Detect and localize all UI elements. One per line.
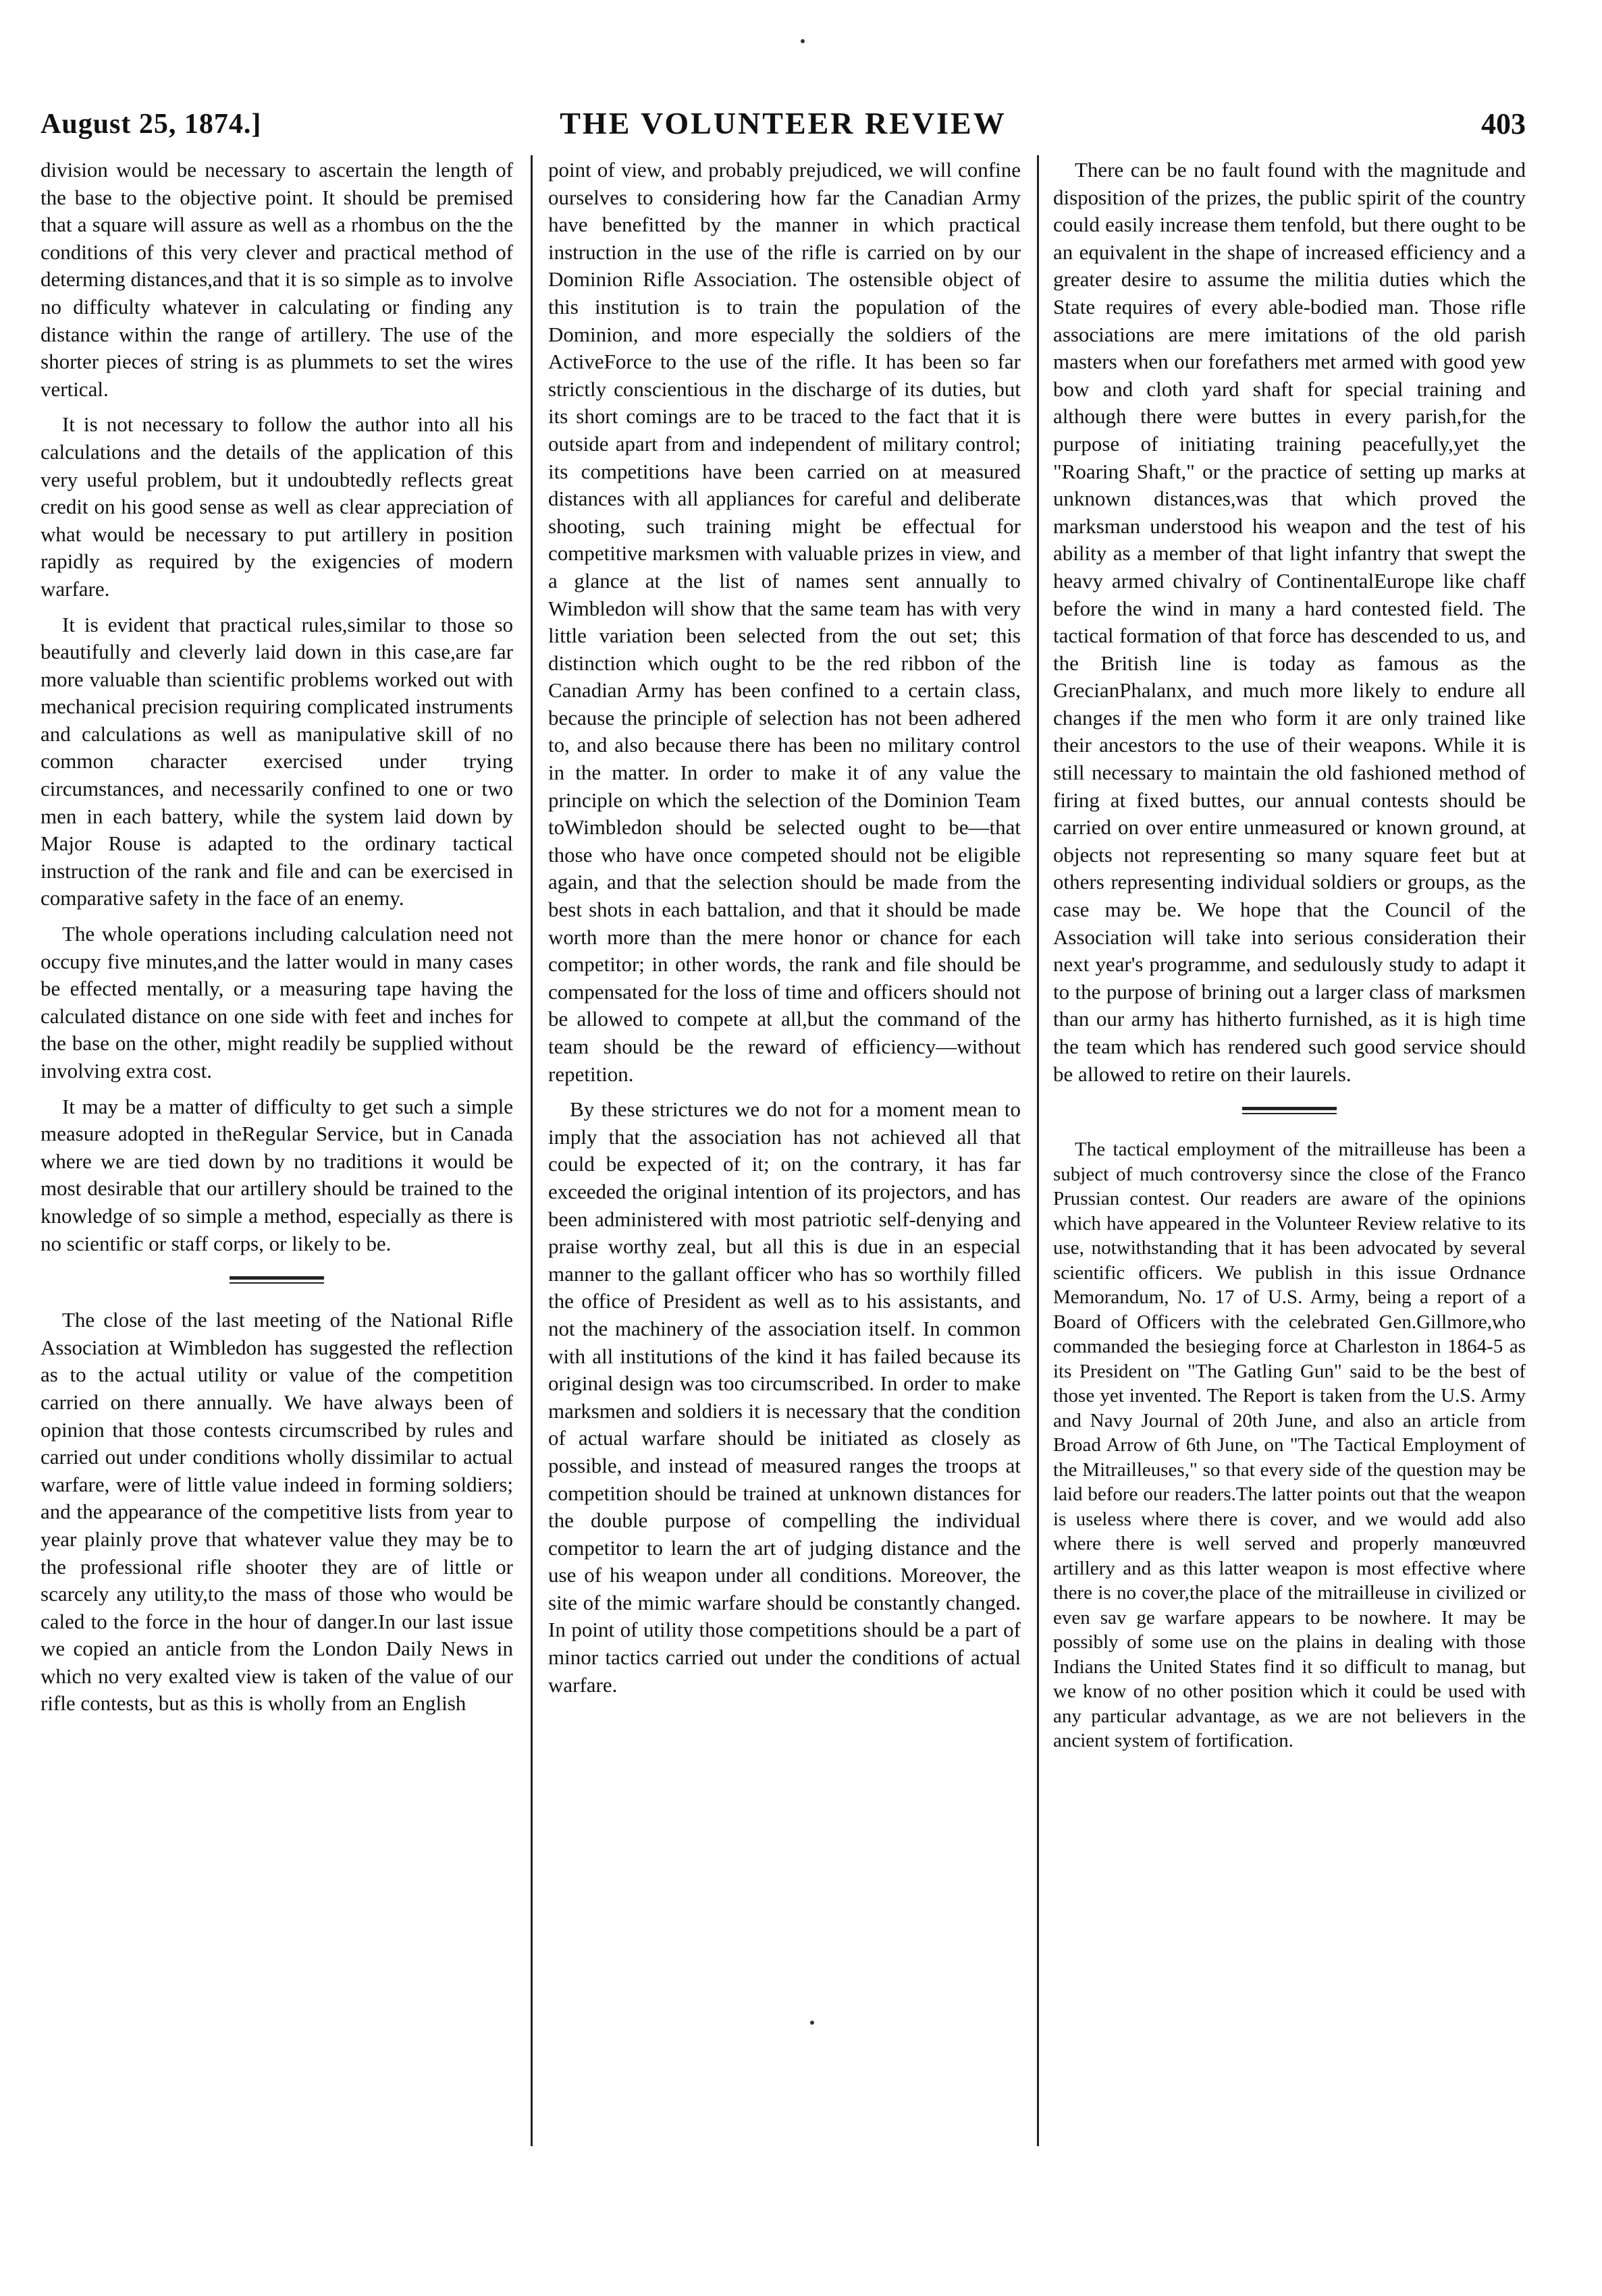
column-divider: [1037, 155, 1039, 2146]
column-divider: [531, 155, 533, 2146]
paragraph: By these strictures we do not for a moment mean to imply that the association has not achieved all that could be expected of it; on the contrary, it has far exceeded the original intention of its projectors, and has been administered with most patriotic self-denying and praise worthy zeal, but all this is due in an especial manner to the gallant officer who has so worthily filled the office of President as well as to his assistants, and not the machinery of the association itself. In common with all institutions of the kind it has failed because its original design was too circumscribed. In order to make marksmen and soldiers it is necessary that the condition of actual warfare should be initiated as closely as possible, and instead of measured ranges the troops at competition should be trained at unknown distances for the double purpose of compelling the individual competitor to learn the art of judging distance and the use of his weapon under all conditions. Moreover, the site of the mimic warfare should be constantly changed. In point of utility those competitions should be a part of minor tactics carried out under the conditions of actual warfare.: [548, 1097, 1021, 1697]
paragraph: It is not necessary to follow the author into all his calculations and the details of the application of this very useful problem, but it undoubtedly reflects great credit on his good sense as well as clear appreciation of what would be necessary to put artillery in position rapidly as required by the exigencies of modern warfare.: [41, 412, 513, 601]
section-separator-rule: [230, 1276, 324, 1284]
section-separator-rule: [1242, 1107, 1337, 1114]
paragraph: It may be a matter of difficulty to get such a simple measure adopted in theRegular Service, but in Canada where we are tied down by no traditions it would be most desirable that our artillery should be trained to the knowledge of so simple a method, especially as there is no scientific or staff corps, or likely to be.: [41, 1094, 513, 1255]
issue-date: August 25, 1874.]: [41, 109, 262, 140]
paragraph: point of view, and probably prejudiced, we will confine ourselves to considering how far the Canadian Army have benefitted by the manner in which practical instruction in the use of the rifle is carried on by our Dominion Rifle Association. The ostensible object of this institution is to train the population of the Dominion, and more especially the soldiers of the ActiveForce to the use of the rifle. It has been so far strictly conscientious in the discharge of its duties, but its short comings are to be traced to the fact that it is outside apart from and independent of military control; its competitions have been carried on at measured distances with all appliances for careful and deliberate shooting, such training might be effectual for competitive marksmen with valuable prizes in view, and a glance at the list of names sent annually to Wimbledon will show that the same team has with very little variation been selected from the out set; this distinction which ought to be the red ribbon of the Canadian Army has been confined to a certain class, because the principle of selection has not been adhered to, and also because there has been no military control in the matter. In order to make it of any value the principle on which the selection of the Dominion Team toWimbledon should be selected ought to be—that those who have once competed should not be eligible again, and that the selection should be made from the best shots in each battalion, and that it should be made worth more than the mere honor or chance for each competitor; in other words, the rank and file should be compensated for the loss of time and officers should not be allowed to compete at all,but the command of the team should be the reward of efficiency—without repetition.: [548, 158, 1021, 1086]
scan-speck: [801, 39, 805, 43]
column-3: [1053, 157, 1526, 1761]
column-2: [548, 157, 1021, 1707]
page-header: [41, 101, 1526, 148]
paragraph: The whole operations including calculation need not occupy five minutes,and the latter would in many cases be effected mentally, or a measuring tape having the calculated distance on one side with feet and inches for the base on the other, might readily be supplied without involving extra cost.: [41, 922, 513, 1083]
paragraph: There can be no fault found with the magnitude and disposition of the prizes, the public spirit of the country could easily increase them tenfold, but there ought to be an equivalent in the shape of increased efficiency and a greater desire to assume the militia duties which the State requires of every able-bodied man. Those rifle associations are mere imitations of the old parish masters when our forefathers met armed with good yew bow and cloth yard shaft for special training and although there were buttes in every parish,for the purpose of initiating training peacefully,yet the "Roaring Shaft," or the practice of setting up marks at unknown distances,was that which proved the marksman understood his weapon and the test of his ability as a member of that light infantry that swept the heavy armed chivalry of ContinentalEurope like chaff before the wind in many a hard contested field. The tactical formation of that force has descended to us, and the British line is today as famous as the GrecianPhalanx, and much more likely to endure all changes if the men who form it are only trained like their ancestors to the use of their weapons. While it is still necessary to maintain the old fashioned method of firing at fixed buttes, our annual contests should be carried on over entire unmeasured or known ground, at objects not representing so many square feet but at others representing individual soldiers or groups, as the case may be. We hope that the Council of the Association will take into serious consideration their next year's programme, and sedulously study to adapt it to the purpose of brining out a larger class of marksmen than our army has hitherto furnished, as it is high time the team which has rendered such good service should be allowed to retire on their laurels.: [1053, 158, 1526, 1086]
column-1: [41, 157, 513, 1726]
paragraph: The tactical employment of the mitrailleuse has been a subject of much controversy since the close of the Franco Prussian contest. Our readers are aware of the opinions which have appeared in the Volunteer Review relative to its use, notwithstanding that it has been advocated by several scientific officers. We publish in this issue Ordnance Memorandum, No. 17 of U.S. Army, being a report of a Board of Officers with the celebrated Gen.Gillmore,who commanded the besieging force at Charleston in 1864-5 as its President on "The Gatling Gun" said to be the best of those yet invented. The Report is taken from the U.S. Army and Navy Journal of 20th June, and also an article from Broad Arrow of 6th June, on "The Tactical Employment of the Mitrailleuses," so that every side of the question may be laid before our readers.The latter points out that the weapon is useless where there is cover, and we would add also where there is well served and properly manœuvred artillery and as this latter weapon is most effective where there is no cover,the place of the mitrailleuse in civilized or even sav ge warfare appears to be nowhere. It may be possibly of some use on the plains in dealing with those Indians the United States find it so difficult to manag, but we know of no other position which it could be used with any particular advantage, as we are not believers in the ancient system of fortification.: [1053, 1139, 1526, 1752]
paragraph: division would be necessary to ascertain the length of the base to the objective point. It should be premised that a square will assure as well as a rhombus on the the conditions of this very clever and practical method of determing distances,and that it is so simple as to involve no difficulty whatever in calculating or finding any distance within the range of artillery. The use of the shorter pieces of string is as plummets to set the wires vertical.: [41, 158, 513, 401]
page-number: 403: [1481, 107, 1526, 140]
paragraph: The close of the last meeting of the National Rifle Association at Wimbledon has suggested the reflection as to the actual utility or value of the competition carried on there annually. We have always been of opinion that those contests circumscribed by rules and carried out under conditions wholly dissimilar to actual warfare, were of little value indeed in forming soldiers; and the appearance of the competitive lists from year to year plainly prove that whatever value they may be to the professional rifle shooter they are of little or scarcely any utility,to the mass of those who would be caled to the force in the hour of danger.In our last issue we copied an anticle from the London Daily News in which no very exalted view is taken of the value of our rifle contests, but as this is wholly from an English: [41, 1308, 513, 1716]
scan-speck: [810, 2021, 814, 2025]
publication-title: THE VOLUNTEER REVIEW: [560, 106, 1007, 140]
paragraph: It is evident that practical rules,similar to those so beautifully and cleverly laid down in this case,are far more valuable than scientific problems worked out with mechanical precision requiring complicated instruments and calculations as well as manipulative skill of no common character exercised under trying circumstances, and necessarily confined to one or two men in each battery, while the system laid down by Major Rouse is adapted to the ordinary tactical instruction of the rank and file and can be exercised in comparative safety in the face of an enemy.: [41, 612, 513, 910]
